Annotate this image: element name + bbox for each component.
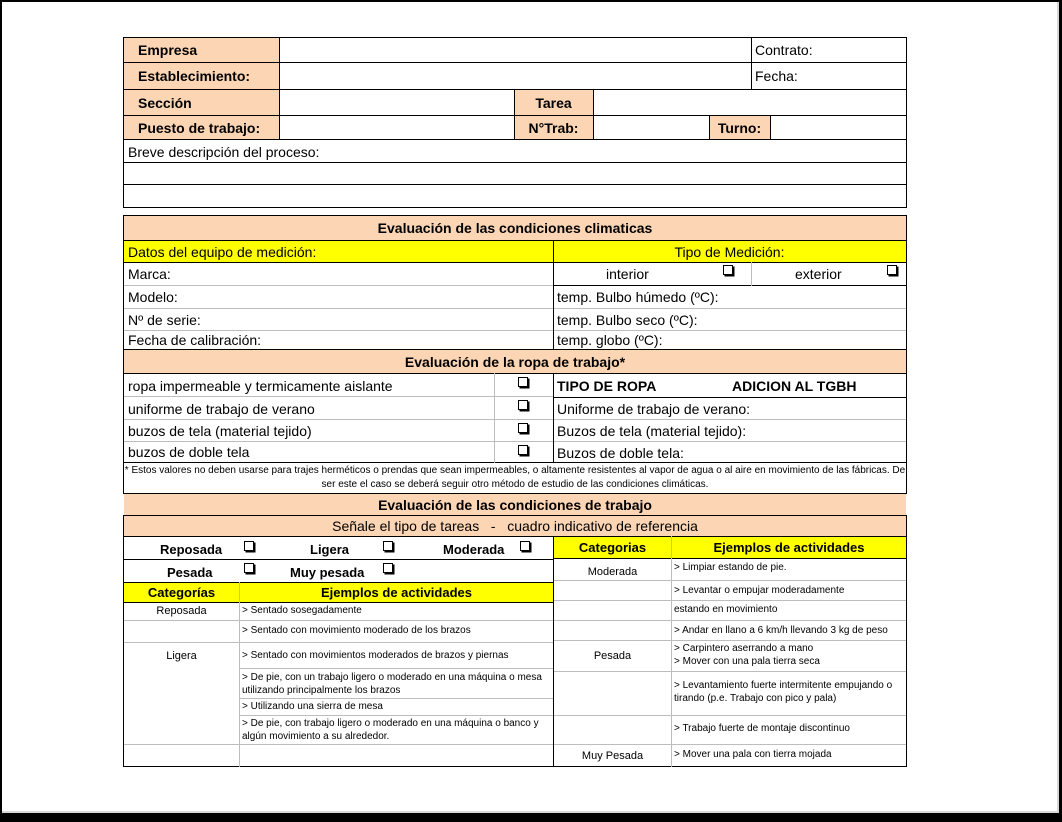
rule [124,766,907,767]
left-cat: Reposada [156,604,207,617]
rule [124,139,907,140]
left-example: > De pie, con un trabajo ligero o moderado en una máquina o mesa utilizando principalmente los brazos [242,672,542,696]
rule [709,115,710,140]
label-contrato: Contrato: [755,42,813,58]
checkbox-reposada[interactable] [244,541,254,551]
rule [124,493,907,494]
option-label: Ligera [310,541,350,557]
checkbox-exterior[interactable] [887,265,897,275]
document-page [2,2,1059,813]
right-header-categorias: Categorias [554,537,671,558]
label-fecha: Fecha: [755,68,798,84]
right-example: > Levantar o empujar moderadamente [674,585,845,596]
right-cat: Pesada [593,649,632,662]
rule [124,396,553,397]
left-header-ejemplos: Ejemplos de actividades [240,583,553,602]
rule [124,620,554,621]
label-modelo: Modelo: [128,289,178,305]
rule [124,559,554,560]
rule [553,373,554,463]
left-example: > Utilizando una sierra de mesa [242,701,383,712]
rule [124,515,907,516]
rule [124,285,553,286]
label-puesto: Puesto de trabajo: [124,116,279,139]
right-example: > Andar en llano a 6 km/h llevando 3 kg de peso [674,625,888,636]
rule [240,668,554,669]
label-establecimiento: Establecimiento: [124,63,279,89]
label-bulbo-humedo: temp. Bulbo húmedo (ºC): [557,289,719,305]
checkbox-ligera[interactable] [383,541,393,551]
field-tarea[interactable] [593,90,906,115]
rule [906,215,907,494]
label-exterior: exterior [795,266,842,282]
checkbox-ropa-uniforme[interactable] [518,400,528,410]
rule [906,515,907,767]
rule [124,215,907,216]
rule [124,582,554,583]
left-header-categorias: Categorías [124,583,239,602]
ropa-item: buzos de tela (material tejido) [128,423,312,439]
rule [124,744,554,745]
rule [554,744,907,745]
option-label: Pesada [167,564,213,580]
rule [123,37,124,208]
rule [124,419,907,420]
label-marca: Marca: [128,266,171,282]
label-seccion: Sección [124,90,279,115]
checkbox-pesada[interactable] [244,563,254,573]
field-establecimiento[interactable] [279,63,751,89]
label-descripcion: Breve descripción del proceso: [128,143,320,160]
ropa-item: ropa impermeable y termicamente aislante [128,377,393,394]
label-tarea: Tarea [514,90,593,115]
checkbox-ropa-impermeable[interactable] [518,377,528,387]
rule [124,262,907,263]
rule [554,715,907,716]
ropa-right-item: Buzos de doble tela: [557,445,684,461]
left-example: > De pie, con trabajo ligero o moderado en una máquina o banco y algún movimiento a su alrededor. [242,717,539,742]
label-interior: interior [606,266,649,282]
option-label: Moderada [443,541,505,557]
checkbox-ropa-buzos-doble[interactable] [518,445,528,455]
rule [554,580,907,581]
label-bulbo-seco: temp. Bulbo seco (ºC): [557,311,698,328]
section-title-ropa: Evaluación de la ropa de trabajo* [124,350,906,373]
rule [124,62,907,63]
rule [553,397,907,398]
field-turno[interactable] [770,116,906,139]
label-empresa: Empresa [124,38,279,62]
rule [553,240,554,350]
rule [554,640,907,641]
rule [124,349,907,350]
right-example: > Mover una pala con tierra mojada [674,749,832,760]
rule [593,89,594,140]
rule [124,441,907,442]
checkbox-moderada[interactable] [520,541,530,551]
rule [124,115,907,116]
checkbox-interior[interactable] [723,265,733,275]
rule [751,37,752,90]
field-descripcion[interactable] [124,163,906,207]
right-cat: Moderada [587,565,638,578]
option-label: Muy pesada [290,564,365,580]
rule [553,536,554,767]
label-globo: temp. globo (ºC): [557,332,663,348]
rule [553,285,907,286]
field-seccion[interactable] [279,90,514,115]
right-cat: Muy Pesada [581,749,644,762]
rule [124,536,907,537]
label-tipo-medicion: Tipo de Medición: [553,241,906,262]
right-example: estando en movimiento [674,604,778,615]
rule [554,600,907,601]
rule [671,536,672,767]
ropa-item: uniforme de trabajo de verano [128,400,315,417]
ropa-right-item: Buzos de tela (material tejido): [557,423,747,439]
rule [751,262,752,286]
field-empresa[interactable] [279,38,751,62]
checkbox-ropa-buzos-tela[interactable] [518,423,528,433]
rule [494,373,495,463]
left-example: > Sentado con movimientos moderados de brazos y piernas [242,650,509,661]
field-ntrab[interactable] [593,116,709,139]
ropa-item: buzos de doble tela [128,444,250,460]
left-example: > Sentado con movimiento moderado de los brazos [242,625,471,636]
right-example: > Trabajo fuerte de montaje discontinuo [674,723,850,734]
rule [124,37,907,38]
right-example: > Carpintero aserrando a mano > Mover con una pala tierra seca [674,643,820,667]
subtitle-trabajo: Señale el tipo de tareas - cuadro indicativo de referencia [124,516,906,536]
rule [240,715,554,716]
right-header-ejemplos: Ejemplos de actividades [672,537,906,558]
rule [239,582,240,767]
rule [514,89,515,140]
rule [553,558,907,559]
rule [554,671,907,672]
rule [124,89,907,90]
option-label: Reposada [160,541,223,557]
rule [124,184,907,185]
section-title-climaticas: Evaluación de las condiciones climaticas [124,216,906,240]
rule [124,330,907,331]
rule [124,162,907,163]
label-serie: Nº de serie: [128,311,201,328]
rule [123,215,124,494]
left-cat: Ligera [166,649,197,662]
rule [124,240,907,241]
left-example: > Sentado sosegadamente [242,605,362,616]
rule [124,602,554,603]
rule [240,698,554,699]
rule [124,642,554,643]
rule [554,620,907,621]
field-puesto[interactable] [279,116,514,139]
ropa-footnote: * Estos valores no deben usarse para trajes herméticos o prendas que sean impermeables, o altamente resistentes al vapor de agua o al aire en movimiento de las fábricas. De ser este el caso se deberá seguir otro método de estudio de las condiciones climáticas. [124,465,906,490]
label-tipo-de-ropa: TIPO DE ROPA [557,377,657,394]
checkbox-muy-pesada[interactable] [383,563,393,573]
right-example: > Levantamiento fuerte intermitente empujando o tirando (p.e. Trabajo con pico y pala) [674,680,893,704]
label-turno: Turno: [709,116,770,139]
rule [906,37,907,208]
section-title-trabajo: Evaluación de las condiciones de trabajo [124,494,906,516]
label-ntrab: N°Trab: [514,116,593,139]
rule [124,373,907,374]
rule [123,515,124,767]
ropa-right-item: Uniforme de trabajo de verano: [557,400,750,417]
rule [124,462,907,463]
label-calibracion: Fecha de calibración: [128,332,262,348]
right-example: > Limpiar estando de pie. [674,562,787,573]
rule [124,308,907,309]
rule [279,37,280,140]
rule [770,115,771,140]
rule [124,207,907,208]
label-datos-equipo: Datos del equipo de medición: [124,241,553,262]
label-adicion-tgbh: ADICION AL TGBH [732,377,857,394]
